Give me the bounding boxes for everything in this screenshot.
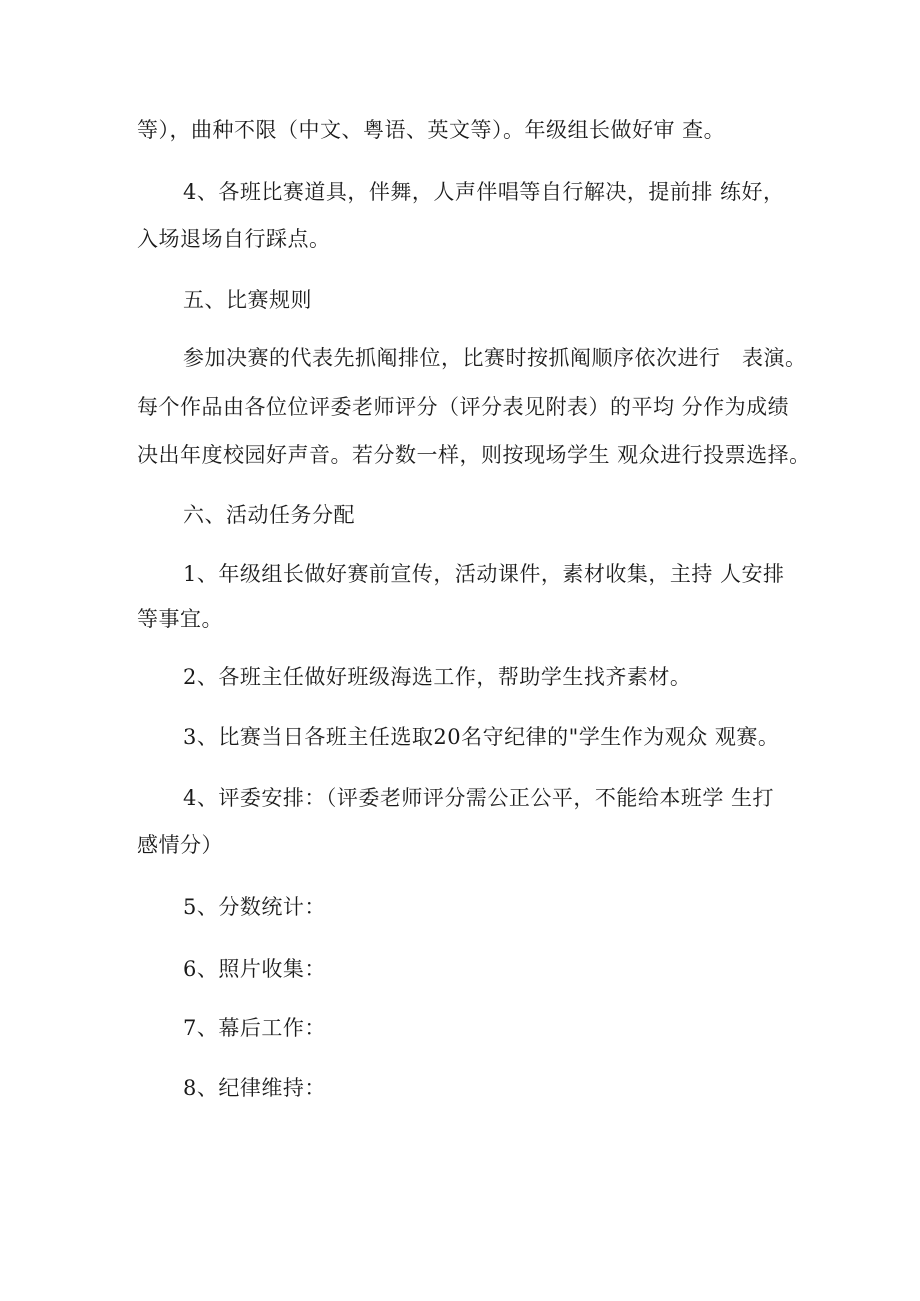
section-6-heading: 六、活动任务分配 [183, 503, 355, 527]
task-2: 2、各班主任做好班级海选工作，帮助学生找齐素材。 [183, 665, 692, 689]
task-5: 5、分数统计： [183, 895, 326, 919]
task-4-line-2: 感情分） [137, 833, 223, 857]
task-4-line-1: 4、评委安排：（评委老师评分需公正公平，不能给本班学 生打 [183, 786, 775, 810]
task-1-line-2: 等事宜。 [137, 607, 223, 631]
task-7: 7、幕后工作： [183, 1016, 326, 1040]
task-1-line-1: 1、年级组长做好赛前宣传，活动课件，素材收集，主持 人安排 [183, 562, 785, 586]
task-6: 6、照片收集： [183, 957, 326, 981]
paragraph-continuation: 等），曲种不限（中文、粤语、英文等）。年级组长做好审 查。 [137, 118, 726, 142]
rules-line-3: 决出年度校园好声音。若分数一样，则按现场学生 观众进行投票选择。 [137, 443, 811, 467]
rules-line-2: 每个作品由各位位评委老师评分（评分表见附表）的平均 分作为成绩 [137, 395, 790, 419]
rules-line-1: 参加决赛的代表先抓阄排位，比赛时按抓阄顺序依次进行 表演。 [183, 346, 807, 370]
item-4-line-2: 入场退场自行踩点。 [137, 227, 331, 251]
task-3: 3、比赛当日各班主任选取20名守纪律的"学生作为观众 观赛。 [183, 725, 780, 749]
task-8: 8、纪律维持： [183, 1076, 326, 1100]
section-5-heading: 五、比赛规则 [183, 288, 312, 312]
item-4-line-1: 4、各班比赛道具，伴舞，人声伴唱等自行解决，提前排 练好， [183, 180, 785, 204]
